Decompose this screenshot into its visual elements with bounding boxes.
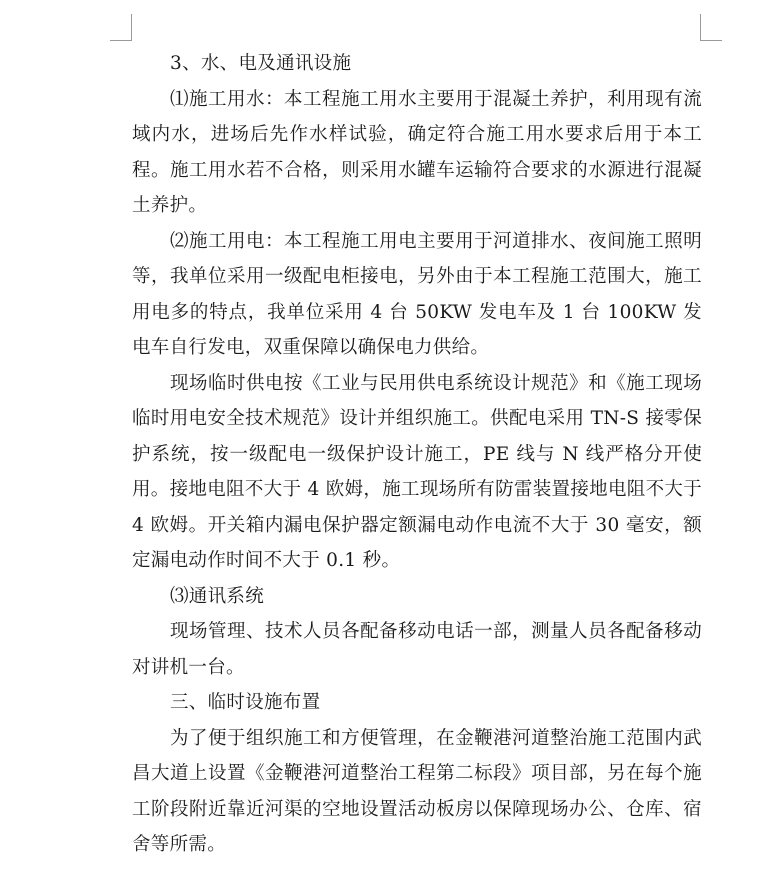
paragraph-construction-water: ⑴施工用水：本工程施工用水主要用于混凝土养护，利用现有流域内水，进场后先作水样试验，确定符合施工用水要求后用于本工程。施工用水若不合格，则采用水罐车运输符合要求的水源进行混凝土养护。 (132, 88, 702, 216)
paragraph-temporary-power-supply: 现场临时供电按《工业与民用供电系统设计规范》和《施工现场临时用电安全技术规范》设计并组织施工。供配电采用 TN-S 接零保护系统，按一级配电一级保护设计施工，PE 线与 N 线严格分开使用。接地电阻不大于 4 欧姆，施工现场所有防雷装置接地电阻不大于 4 欧姆。开关箱内漏电保护器定额漏电动作电流不大于 30 毫安，额定漏电动作时间不大于 0.1 秒。 (132, 372, 702, 571)
paragraph-construction-electricity: ⑵施工用电：本工程施工用电主要用于河道排水、夜间施工照明等，我单位采用一级配电柜接电，另外由于本工程施工范围大，施工用电多的特点，我单位采用 4 台 50KW 发电车及 1 台 100KW 发电车自行发电，双重保障以确保电力供给。 (132, 230, 702, 358)
heading-communication-system: ⑶通讯系统 (170, 585, 265, 607)
paragraph-communication-equipment: 现场管理、技术人员各配备移动电话一部，测量人员各配备移动对讲机一台。 (132, 621, 702, 678)
crop-mark-top-right-vertical (700, 14, 701, 40)
paragraph-project-office-setup: 为了便于组织施工和方便管理，在金鞭港河道整治施工范围内武昌大道上设置《金鞭港河道整治工程第二标段》项目部，另在每个施工阶段附近靠近河渠的空地设置活动板房以保障现场办公、仓库、宿舍等所需。 (132, 727, 702, 855)
heading-temporary-facilities-layout: 三、临时设施布置 (170, 692, 321, 713)
crop-mark-top-left-vertical (131, 14, 132, 40)
heading-water-electric-communication: 3、水、电及通讯设施 (170, 53, 352, 74)
crop-mark-top-right (700, 40, 722, 41)
document-body[interactable] (132, 46, 702, 863)
crop-mark-top-left (110, 40, 132, 41)
